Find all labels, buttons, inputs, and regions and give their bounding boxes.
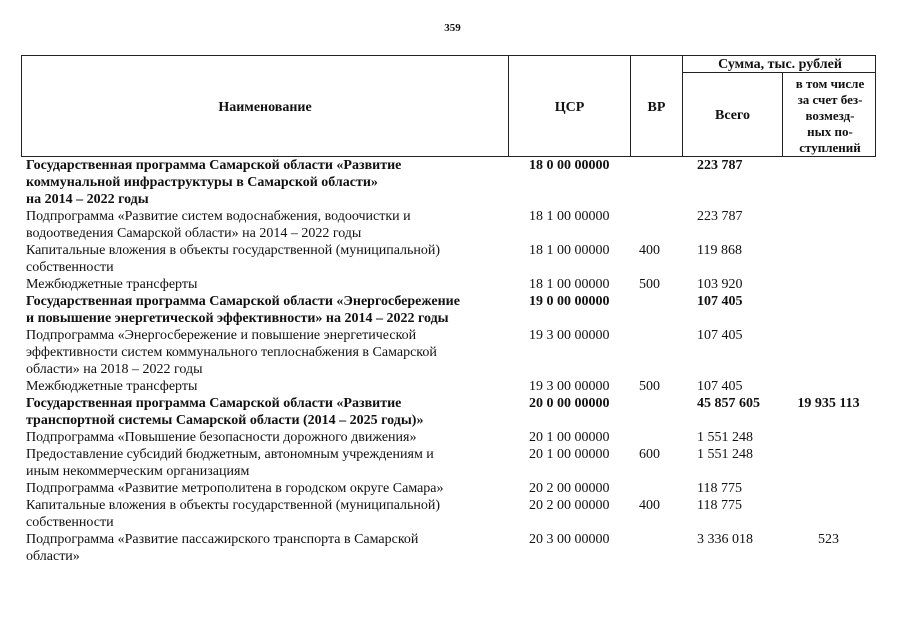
row-bezvozmezd: 523 (818, 532, 839, 547)
table-row (21, 480, 876, 497)
header-name: Наименование (218, 99, 312, 115)
row-name (21, 327, 507, 378)
row-bezvozmezd (781, 497, 876, 531)
row-total: 107 405 (697, 294, 743, 309)
row-name-line: водоотведения Самарской области» на 2014 – 2022 годы (26, 226, 362, 241)
row-name-line: собственности (26, 515, 114, 530)
row-bezvozmezd (781, 378, 876, 395)
row-name-line: области» на 2018 – 2022 годы (26, 362, 203, 377)
row-name (21, 157, 507, 208)
row-csr: 18 0 00 00000 (529, 158, 610, 173)
row-vr (629, 429, 681, 446)
row-name-line: эффективности систем коммунального теплоснабжения в Самарской (26, 345, 437, 360)
header-bezvozmezd-line: ступлений (799, 139, 861, 155)
row-total: 223 787 (697, 209, 743, 224)
row-total: 223 787 (697, 158, 743, 173)
table-row (21, 429, 876, 446)
row-bezvozmezd (781, 242, 876, 276)
row-csr: 20 1 00 00000 (529, 430, 610, 445)
header-vr: ВР (647, 99, 666, 115)
row-name-line: Подпрограмма «Повышение безопасности дорожного движения» (26, 430, 417, 445)
row-csr: 20 0 00 00000 (529, 396, 610, 411)
header-bezvozmezd-line: в том числе (795, 75, 865, 91)
header-bezvozmezd-line: возмезд- (805, 107, 855, 123)
row-vr (629, 208, 681, 242)
row-name-line: Предоставление субсидий бюджетным, автономным учреждениям и (26, 447, 434, 462)
row-name (21, 395, 507, 429)
table-row (21, 293, 876, 327)
row-name (21, 531, 507, 565)
row-name-line: Государственная программа Самарской области «Энергосбережение (26, 294, 460, 309)
row-total: 1 551 248 (697, 447, 753, 462)
header-bezvozmezd-line: за счет без- (797, 91, 863, 107)
row-bezvozmezd (781, 293, 876, 327)
row-csr: 20 3 00 00000 (529, 532, 610, 547)
row-total: 45 857 605 (697, 396, 760, 411)
row-vr: 400 (639, 498, 660, 513)
row-csr: 19 3 00 00000 (529, 328, 610, 343)
row-name-line: Государственная программа Самарской области «Развитие (26, 158, 402, 173)
row-bezvozmezd (781, 429, 876, 446)
row-vr (629, 157, 681, 208)
table-header (21, 55, 876, 157)
row-name (21, 293, 507, 327)
row-bezvozmezd (781, 276, 876, 293)
row-csr: 19 0 00 00000 (529, 294, 610, 309)
row-name (21, 497, 507, 531)
row-vr (629, 395, 681, 429)
row-bezvozmezd (781, 208, 876, 242)
row-total: 1 551 248 (697, 430, 753, 445)
row-name-line: Подпрограмма «Энергосбережение и повышение энергетической (26, 328, 417, 343)
table-row (21, 242, 876, 276)
page-number: 359 (444, 22, 461, 34)
row-bezvozmezd (781, 480, 876, 497)
row-vr: 500 (639, 277, 660, 292)
row-name-line: на 2014 – 2022 годы (26, 192, 149, 207)
table-row (21, 327, 876, 378)
row-name (21, 208, 507, 242)
header-csr: ЦСР (554, 99, 585, 115)
row-vr: 600 (639, 447, 660, 462)
row-name (21, 480, 507, 497)
row-vr (629, 327, 681, 378)
row-total: 107 405 (697, 379, 743, 394)
row-csr: 18 1 00 00000 (529, 209, 610, 224)
row-total: 118 775 (697, 498, 742, 513)
row-name-line: Межбюджетные трансферты (26, 379, 198, 394)
header-bezvozmezd (783, 73, 877, 158)
row-name-line: иным некоммерческим организациям (26, 464, 250, 479)
header-total: Всего (715, 108, 750, 123)
row-name (21, 446, 507, 480)
table-row (21, 531, 876, 565)
header-sum: Сумма, тыс. рублей (718, 56, 842, 72)
row-bezvozmezd (781, 157, 876, 208)
header-bezvozmezd-line: ных по- (807, 123, 853, 139)
row-name (21, 429, 507, 446)
row-total: 118 775 (697, 481, 742, 496)
row-name-line: Подпрограмма «Развитие пассажирского транспорта в Самарской (26, 532, 419, 547)
row-bezvozmezd (781, 327, 876, 378)
row-name-line: области» (26, 549, 80, 564)
row-csr: 20 2 00 00000 (529, 481, 610, 496)
row-vr (629, 531, 681, 565)
row-vr (629, 293, 681, 327)
row-vr: 500 (639, 379, 660, 394)
row-name-line: Межбюджетные трансферты (26, 277, 198, 292)
row-csr: 18 1 00 00000 (529, 277, 610, 292)
table-row (21, 497, 876, 531)
row-name-line: Капитальные вложения в объекты государственной (муниципальной) (26, 498, 441, 513)
row-name-line: коммунальной инфраструктуры в Самарской области» (26, 175, 378, 190)
table-row (21, 157, 876, 208)
row-vr (629, 480, 681, 497)
row-name-line: Капитальные вложения в объекты государственной (муниципальной) (26, 243, 441, 258)
row-bezvozmezd: 19 935 113 (797, 396, 860, 411)
row-vr: 400 (639, 243, 660, 258)
row-bezvozmezd (781, 446, 876, 480)
row-csr: 20 2 00 00000 (529, 498, 610, 513)
table-body (21, 157, 876, 565)
table-row (21, 378, 876, 395)
budget-table (21, 55, 876, 565)
table-row (21, 276, 876, 293)
row-csr: 18 1 00 00000 (529, 243, 610, 258)
row-name-line: Подпрограмма «Развитие метрополитена в городском округе Самара» (26, 481, 444, 496)
row-csr: 20 1 00 00000 (529, 447, 610, 462)
table-row (21, 208, 876, 242)
row-name (21, 242, 507, 276)
row-name-line: и повышение энергетической эффективности» на 2014 – 2022 годы (26, 311, 449, 326)
row-name-line: Подпрограмма «Развитие систем водоснабжения, водоочистки и (26, 209, 411, 224)
row-name (21, 378, 507, 395)
row-total: 3 336 018 (697, 532, 753, 547)
table-row (21, 395, 876, 429)
row-total: 103 920 (697, 277, 743, 292)
row-csr: 19 3 00 00000 (529, 379, 610, 394)
row-total: 107 405 (697, 328, 743, 343)
table-row (21, 446, 876, 480)
row-name-line: транспортной системы Самарской области (2014 – 2025 годы)» (26, 413, 424, 428)
row-name-line: собственности (26, 260, 114, 275)
row-name-line: Государственная программа Самарской области «Развитие (26, 396, 402, 411)
row-name (21, 276, 507, 293)
row-total: 119 868 (697, 243, 742, 258)
